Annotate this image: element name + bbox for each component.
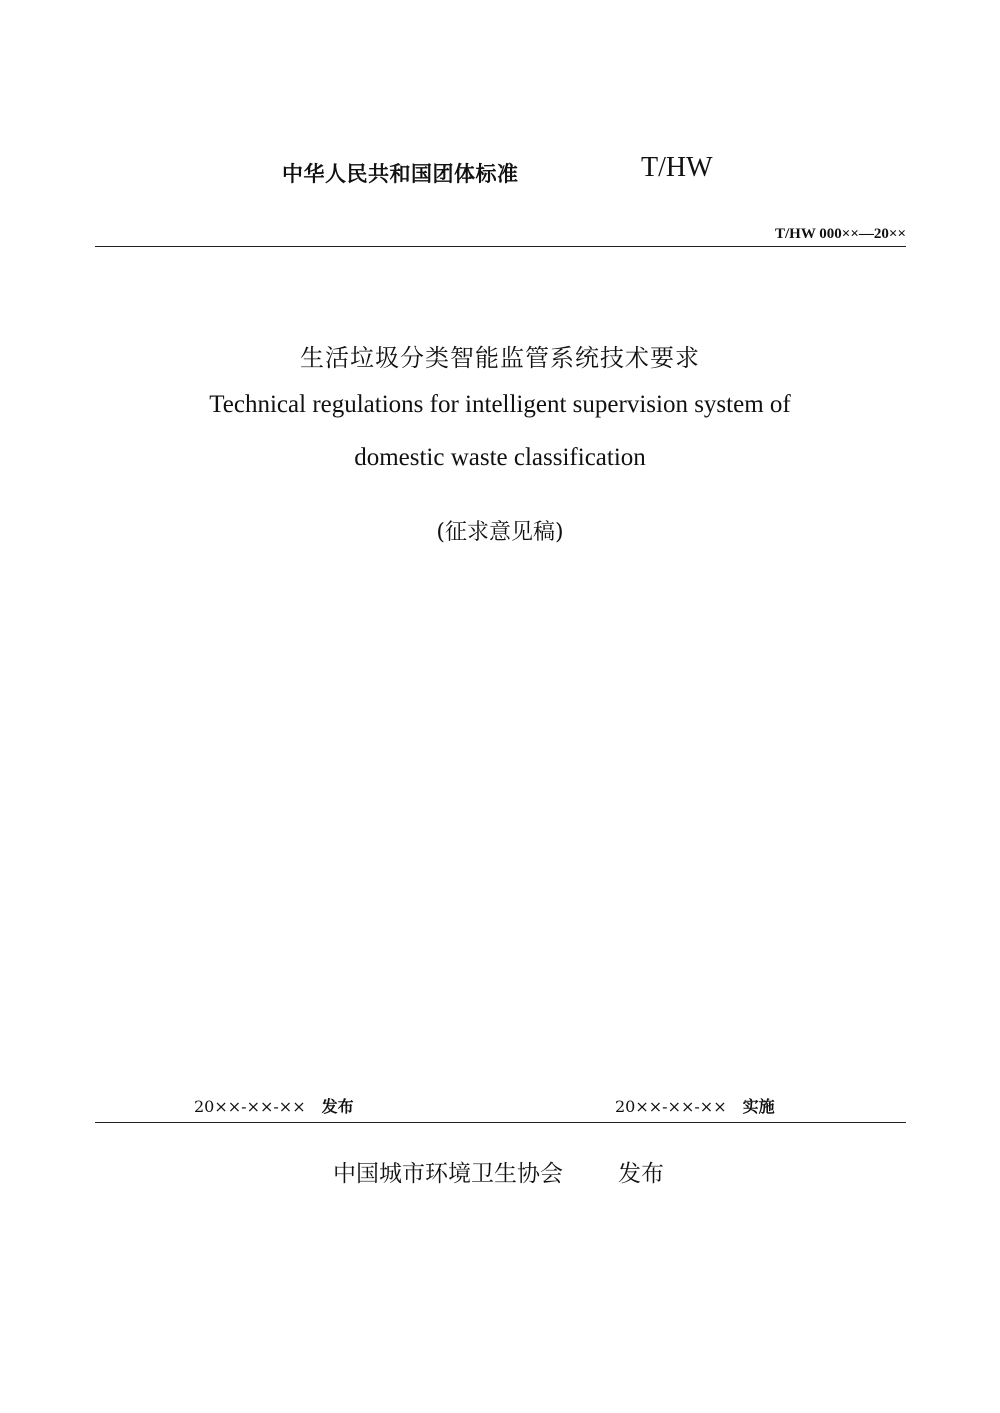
implement-date-label: 实施 bbox=[742, 1097, 775, 1116]
title-english-line-1: Technical regulations for intelligent supervision system of bbox=[209, 391, 791, 418]
publisher-label: 发布 bbox=[618, 1161, 664, 1187]
top-divider bbox=[95, 246, 906, 247]
bottom-divider bbox=[95, 1122, 906, 1123]
publish-date: 20××-××-×× bbox=[194, 1097, 306, 1116]
publish-date-label: 发布 bbox=[321, 1097, 354, 1116]
standard-prefix: T/HW bbox=[641, 152, 713, 183]
publish-date-line bbox=[194, 1094, 354, 1117]
title-english-line-2: domestic waste classification bbox=[354, 444, 646, 471]
implement-date-line bbox=[615, 1094, 775, 1117]
draft-note: (征求意见稿) bbox=[436, 520, 564, 545]
implement-date: 20××-××-×× bbox=[615, 1097, 727, 1116]
title-chinese: 生活垃圾分类智能监管系统技术要求 bbox=[300, 344, 700, 372]
standard-number: T/HW 000××—20×× bbox=[774, 226, 906, 242]
standard-type-heading: 中华人民共和国团体标准 bbox=[282, 162, 519, 186]
publisher-name: 中国城市环境卫生协会 bbox=[333, 1161, 563, 1187]
